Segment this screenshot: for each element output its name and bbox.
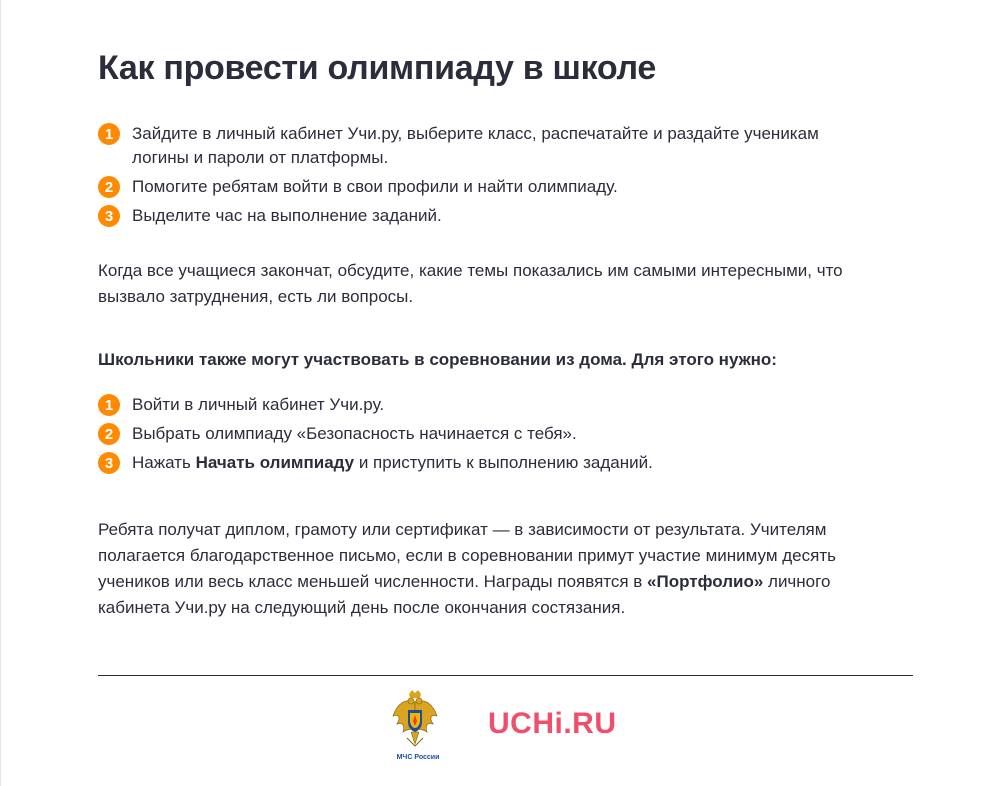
step-text: Зайдите в личный кабинет Учи.ру, выберите класс, распечатайте и раздайте ученикам логины и пароли от платформы. [132, 124, 819, 167]
step-number-badge: 3 [98, 452, 120, 474]
list-item [98, 451, 852, 475]
awards-text [98, 517, 838, 621]
awards-text-before: Ребята получат диплом, грамоту или сертификат — в зависимости от результата. Учителям полагается благодарственное письмо, если в соревновании примут участие минимум десять учеников или весь класс меньшей численности. Награды появятся в [98, 520, 836, 591]
step-text: Помогите ребятам войти в свои профили и найти олимпиаду. [132, 177, 618, 196]
mchs-caption: МЧС России [396, 754, 440, 761]
step-text: Войти в личный кабинет Учи.ру. [132, 395, 385, 414]
after-olympiad-text: Когда все учащиеся закончат, обсудите, какие темы показались им самыми интересными, что вызвало затруднения, есть ли вопросы. [98, 261, 843, 306]
list-item [98, 422, 852, 446]
step-text [132, 451, 852, 475]
step-number-badge: 2 [98, 423, 120, 445]
step-number-badge: 1 [98, 123, 120, 145]
school-steps-list [98, 122, 852, 233]
step-number-badge: 1 [98, 394, 120, 416]
home-steps-list [98, 393, 852, 480]
step-number-badge: 3 [98, 205, 120, 227]
list-item [98, 204, 852, 228]
list-item [98, 122, 852, 170]
home-participation-heading: Школьники также могут участвовать в соревновании из дома. Для этого нужно: [98, 350, 777, 369]
uchi-ru-logo: UCHi.RU [488, 707, 617, 740]
start-olympiad-label: Начать олимпиаду [195, 453, 355, 472]
portfolio-label: «Портфолио» [647, 572, 764, 591]
step-number-badge: 2 [98, 176, 120, 198]
step-text: Выделите час на выполнение заданий. [132, 206, 442, 225]
list-item [98, 393, 852, 417]
list-item [98, 175, 852, 199]
step-text-after: и приступить к выполнению заданий. [354, 453, 653, 472]
footer-divider [98, 675, 913, 676]
step-text-before: Нажать [132, 453, 196, 472]
awards-text-after: личного кабинета Учи.ру на следующий день после окончания состязания. [98, 572, 831, 617]
step-text: Выбрать олимпиаду «Безопасность начинается с тебя». [132, 424, 577, 443]
page-title: Как провести олимпиаду в школе [98, 49, 656, 87]
